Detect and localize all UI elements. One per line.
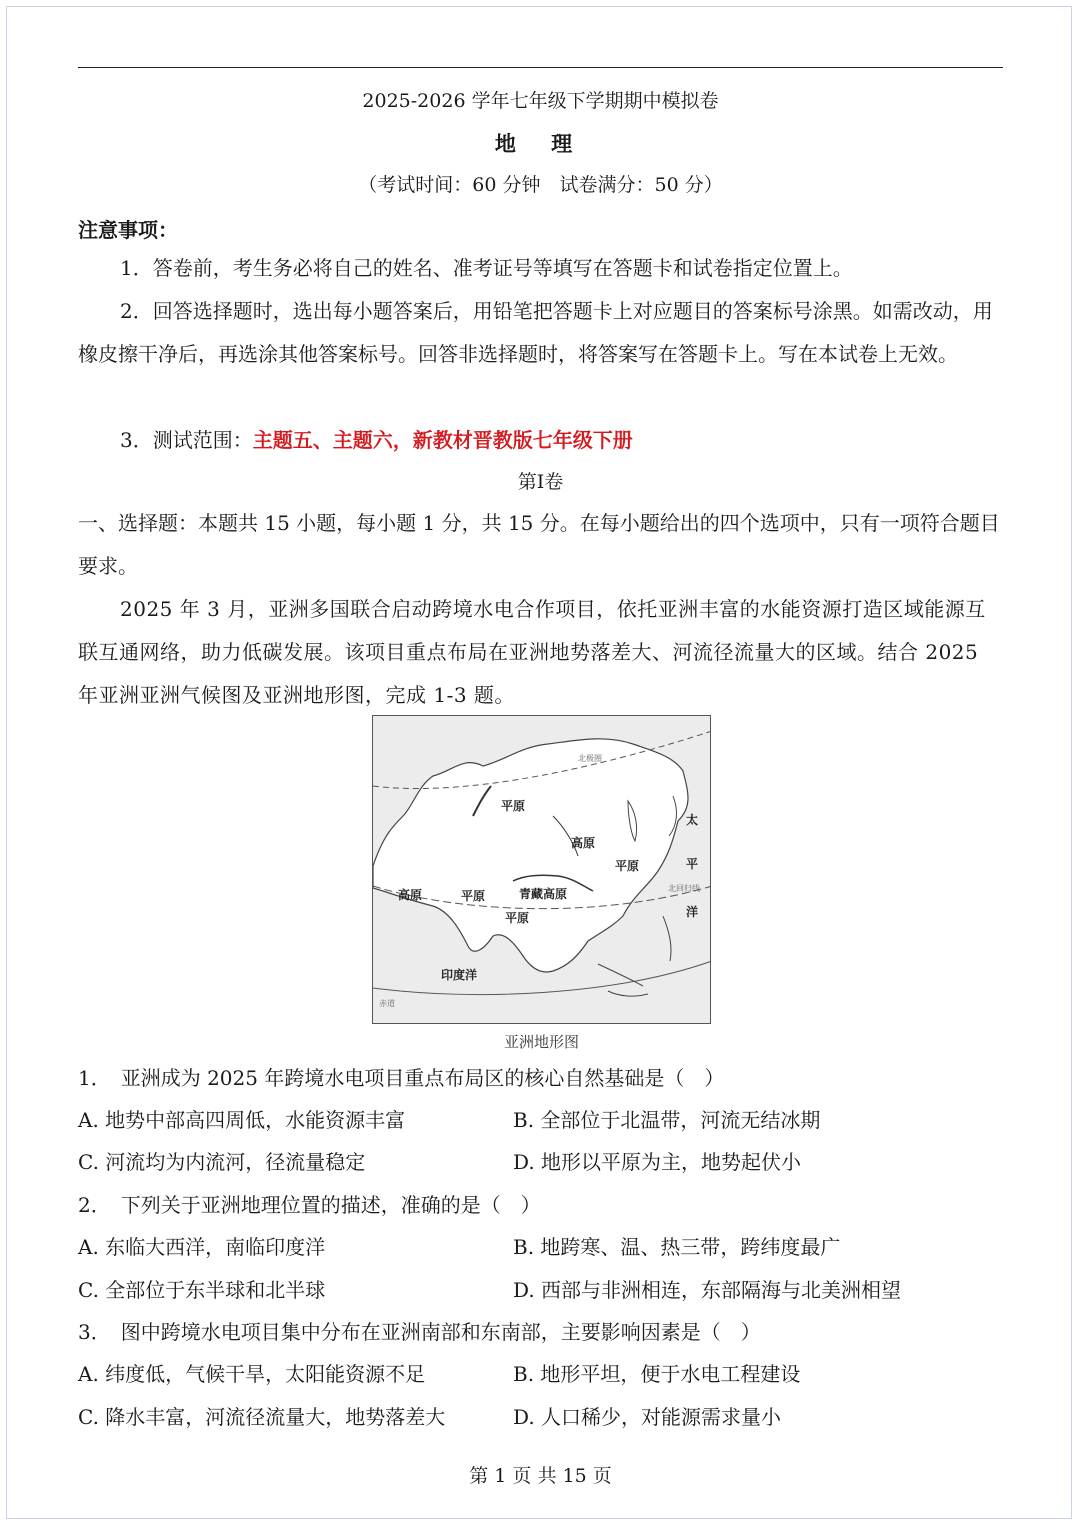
exam-title: 2025-2026 学年七年级下学期期中模拟卷 xyxy=(362,90,719,112)
question-1-stem: 1． 亚洲成为 2025 年跨境水电项目重点布局区的核心自然基础是（ ） xyxy=(78,1066,725,1090)
map-label-plateau-east: 高原 xyxy=(571,836,596,850)
question-1-option-a[interactable]: A. 地势中部高四周低，水能资源丰富 xyxy=(78,1108,406,1132)
notice-item-3 xyxy=(78,419,1003,462)
map-label-indian-ocean: 印度洋 xyxy=(441,968,478,982)
notice-heading: 注意事项： xyxy=(78,218,178,242)
question-3-stem: 3． 图中跨境水电项目集中分布在亚洲南部和东南部，主要影响因素是（ ） xyxy=(78,1320,761,1344)
question-3-option-d[interactable]: D. 人口稀少，对能源需求量小 xyxy=(513,1405,782,1429)
map-label-plain-north: 平原 xyxy=(501,799,526,813)
notice-item-1: 1．答卷前，考生务必将自己的姓名、准考证号等填写在答题卡和试卷指定位置上。 xyxy=(120,256,853,280)
map-label-tropic: 北回归线 xyxy=(668,884,700,893)
map-label-arctic: 北极圈 xyxy=(578,754,602,763)
volume-label: 第I卷 xyxy=(517,471,564,493)
question-3-option-b[interactable]: B. 地形平坦，便于水电工程建设 xyxy=(513,1362,801,1386)
map-label-plain-east: 平原 xyxy=(615,859,640,873)
question-2-option-b[interactable]: B. 地跨寒、温、热三带，跨纬度最广 xyxy=(513,1235,841,1259)
question-2-option-d[interactable]: D. 西部与非洲相连，东部隔海与北美洲相望 xyxy=(513,1278,902,1302)
question-1-option-b[interactable]: B. 全部位于北温带，河流无结冰期 xyxy=(513,1108,821,1132)
question-2-option-c[interactable]: C. 全部位于东半球和北半球 xyxy=(78,1278,326,1302)
question-2-option-a[interactable]: A. 东临大西洋，南临印度洋 xyxy=(78,1235,326,1259)
question-1-option-d[interactable]: D. 地形以平原为主，地势起伏小 xyxy=(513,1150,802,1174)
map-label-pacific-2: 平 xyxy=(686,857,699,871)
map-label-qingzang: 青藏高原 xyxy=(519,887,568,901)
map-label-plain-west: 平原 xyxy=(461,889,486,903)
map-label-plateau-west: 高原 xyxy=(398,888,423,902)
header-rule xyxy=(78,67,1003,68)
asia-terrain-map xyxy=(372,715,711,1024)
subject-title: 地 理 xyxy=(494,131,587,156)
question-1-option-c[interactable]: C. 河流均为内流河，径流量稳定 xyxy=(78,1150,366,1174)
map-svg xyxy=(373,716,711,1024)
notice-item-2: 2．回答选择题时，选出每小题答案后，用铅笔把答题卡上对应题目的答案标号涂黑。如需改动，用橡皮擦干净后，再选涂其他答案标号。回答非选择题时，将答案写在答题卡上。写在本试卷上无效。 xyxy=(78,299,993,366)
exam-info: （考试时间：60 分钟 试卷满分：50 分） xyxy=(358,174,723,196)
question-2-stem: 2． 下列关于亚洲地理位置的描述，准确的是（ ） xyxy=(78,1193,541,1217)
test-scope: 主题五、主题六，新教材晋教版七年级下册 xyxy=(252,428,633,452)
map-label-pacific-1: 太 xyxy=(686,813,699,827)
section-instruction: 一、选择题：本题共 15 小题，每小题 1 分，共 15 分。在每小题给出的四个选项中，只有一项符合题目要求。 xyxy=(78,511,1000,578)
question-3-option-a[interactable]: A. 纬度低，气候干旱，太阳能资源不足 xyxy=(78,1362,426,1386)
notice-item-3-prefix: 3．测试范围： xyxy=(120,428,253,452)
question-passage: 2025 年 3 月，亚洲多国联合启动跨境水电合作项目，依托亚洲丰富的水能资源打造区域能源互联互通网络，助力低碳发展。该项目重点布局在亚洲地势落差大、河流径流量大的区域。结合 2025 年亚洲亚洲气候图及亚洲地形图，完成 1-3 题。 xyxy=(78,597,986,707)
page-number: 第 1 页 共 15 页 xyxy=(469,1465,612,1487)
map-label-pacific-3: 洋 xyxy=(686,905,699,919)
map-caption: 亚洲地形图 xyxy=(503,1033,579,1051)
question-3-option-c[interactable]: C. 降水丰富，河流径流量大，地势落差大 xyxy=(78,1405,446,1429)
map-label-plain-south: 平原 xyxy=(505,911,530,925)
map-label-equator: 赤道 xyxy=(379,999,395,1008)
